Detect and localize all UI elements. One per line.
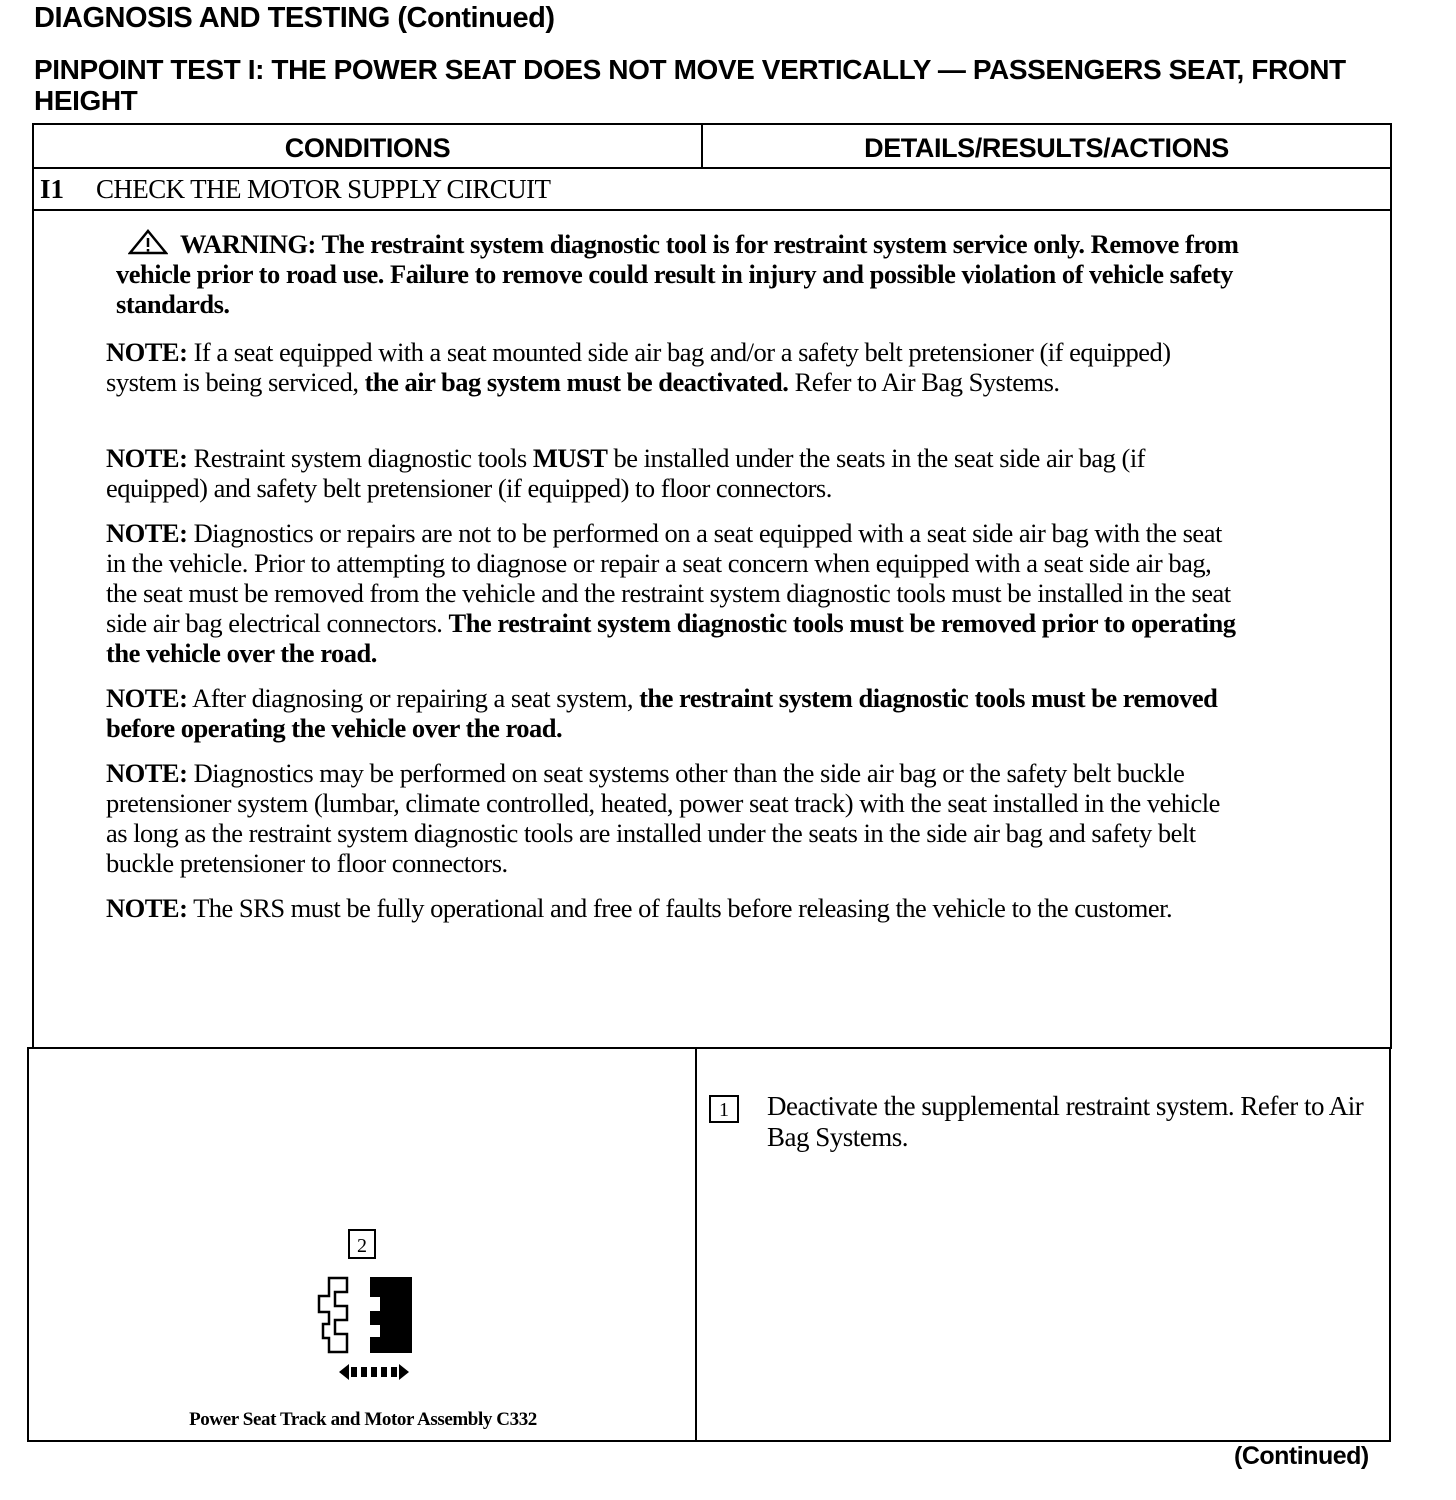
note-label: NOTE: <box>106 893 188 923</box>
note-text-after: Refer to Air Bag Systems. <box>788 367 1060 397</box>
figure-callout: 2 <box>357 1235 367 1257</box>
note-paragraph <box>106 518 1246 668</box>
note-paragraph <box>106 337 1246 397</box>
step-row <box>34 169 1390 211</box>
note-emphasis: The restraint system diagnostic tools must be removed prior to operating the vehicle over the road. <box>106 608 1236 668</box>
step-table <box>27 1047 1391 1442</box>
warning-paragraph <box>116 229 1246 319</box>
conditions-column-header: CONDITIONS <box>34 125 703 169</box>
warning-text: WARNING: The restraint system diagnostic tool is for restraint system service only. Remove from vehicle prior to road use. Failure to remove could result in injury and possible violation of vehicle safety standards. <box>116 229 1239 319</box>
note-label: NOTE: <box>106 443 188 473</box>
note-paragraph <box>106 683 1246 743</box>
note-text: Diagnostics or repairs are not to be performed on a seat equipped with a seat side air bag with the seat in the vehicle. Prior to attempting to diagnose or repair a seat concern when equipped with a seat side air bag, the seat must be removed from the vehicle and the restraint system diagnostic tools must be installed in the seat side air bag electrical connectors. <box>106 518 1231 638</box>
note-label: NOTE: <box>106 337 188 367</box>
step-number-box: 1 <box>709 1095 739 1123</box>
step-number: I1 <box>40 174 65 204</box>
note-paragraph <box>106 443 1246 503</box>
note-text: Diagnostics may be performed on seat systems other than the side air bag or the safety belt buckle pretensioner system (lumbar, climate controlled, heated, power seat track) with the seat installed in the vehicle as long as the restraint system diagnostic tools are installed under the seats in the side air bag and safety belt buckle pretensioner to floor connectors. <box>106 758 1220 878</box>
note-label: NOTE: <box>106 518 188 548</box>
note-text: After diagnosing or repairing a seat system, <box>187 683 640 713</box>
note-emphasis: the restraint system diagnostic tools must be removed before operating the vehicle over the road. <box>106 683 1218 743</box>
graphic-cell <box>29 1049 697 1440</box>
pinpoint-test-title: PINPOINT TEST I: THE POWER SEAT DOES NOT MOVE VERTICALLY — PASSENGERS SEAT, FRONT HEIGHT <box>34 54 1346 116</box>
note-emphasis: MUST <box>532 443 608 473</box>
note-text: The SRS must be fully operational and free of faults before releasing the vehicle to the customer. <box>187 893 1173 923</box>
note-text-after: be installed under the seats in the seat side air bag (if equipped) and safety belt pretensioner (if equipped) to floor connectors. <box>106 443 1146 503</box>
section-title: DIAGNOSIS AND TESTING (Continued) <box>34 2 555 34</box>
note-text: Restraint system diagnostic tools <box>187 443 533 473</box>
note-label: NOTE: <box>106 758 188 788</box>
step-cell <box>697 1049 1389 1440</box>
connector-diagram-icon <box>289 1224 429 1394</box>
continued-label: (Continued) <box>1234 1442 1369 1470</box>
step-instruction: Deactivate the supplemental restraint system. Refer to Air Bag Systems. <box>767 1091 1364 1152</box>
notes-section <box>106 229 1246 938</box>
note-paragraph <box>106 893 1246 923</box>
note-emphasis: the air bag system must be deactivated. <box>364 367 789 397</box>
step-title: CHECK THE MOTOR SUPPLY CIRCUIT <box>96 174 551 204</box>
note-text: If a seat equipped with a seat mounted side air bag and/or a safety belt pretensioner (if equipped) system is being serviced, <box>106 337 1171 397</box>
details-column-header: DETAILS/RESULTS/ACTIONS <box>703 125 1390 169</box>
note-label: NOTE: <box>106 683 188 713</box>
warning-triangle-icon <box>128 229 168 255</box>
figure-caption: Power Seat Track and Motor Assembly C332 <box>189 1409 537 1430</box>
pinpoint-test-table <box>32 123 1392 1049</box>
note-paragraph <box>106 758 1246 878</box>
